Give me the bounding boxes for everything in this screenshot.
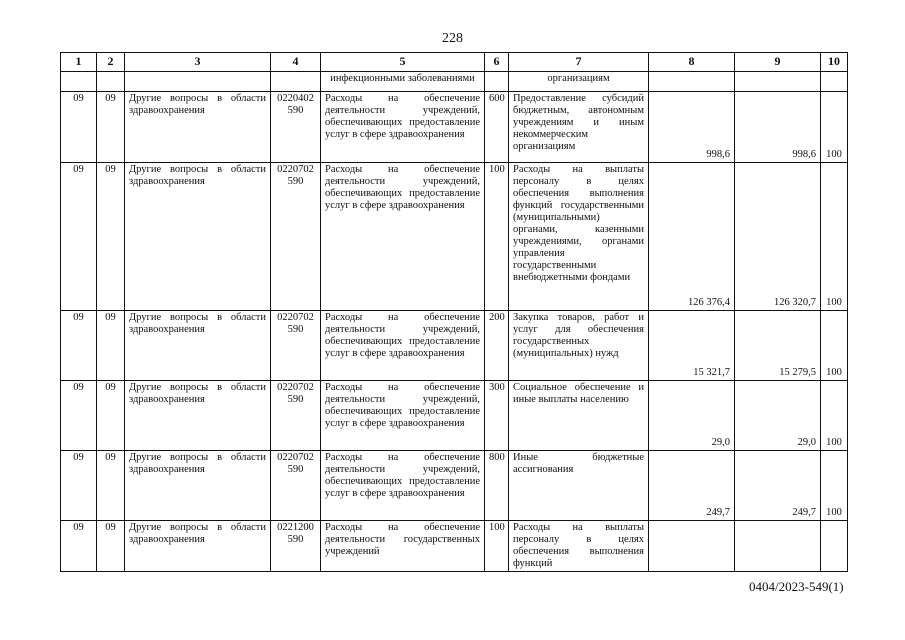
expense-type-code: 200 [485, 311, 509, 381]
target-article: 0220402 590 [271, 92, 321, 163]
document-code: 0404/2023-549(1) [749, 579, 844, 594]
section-name: Другие вопросы в области здравоохранения [125, 163, 271, 311]
table-row [61, 521, 848, 572]
execution-percent: 100 [821, 381, 848, 451]
article-description: Расходы на обеспечение деятельности учреждений, обеспечивающих предоставление услуг в сфере здравоохранения [321, 381, 485, 451]
table-row [61, 381, 848, 451]
article-description: Расходы на обеспечение деятельности учреждений, обеспечивающих предоставление услуг в сфере здравоохранения [321, 92, 485, 163]
execution-percent: 100 [821, 311, 848, 381]
table-row [61, 311, 848, 381]
execution-percent: 100 [821, 451, 848, 521]
table-row [61, 451, 848, 521]
section-name: Другие вопросы в области здравоохранения [125, 92, 271, 163]
section-code: 09 [61, 451, 97, 521]
target-article: 0220702 590 [271, 451, 321, 521]
planned-amount: 998,6 [649, 92, 735, 163]
expense-type-code: 800 [485, 451, 509, 521]
expense-type-name: Предоставление субсидий бюджетным, автономным учреждениям и иным некоммерческим организациям [509, 92, 649, 163]
expense-type-code: 600 [485, 92, 509, 163]
executed-amount: 29,0 [735, 381, 821, 451]
section-code: 09 [61, 163, 97, 311]
expense-type-name: Иные бюджетные ассигнования [509, 451, 649, 521]
subsection-code: 09 [97, 381, 125, 451]
expense-type-code: 100 [485, 521, 509, 572]
executed-amount: 15 279,5 [735, 311, 821, 381]
target-article: 0221200 590 [271, 521, 321, 572]
subsection-code: 09 [97, 311, 125, 381]
subsection-code: 09 [97, 163, 125, 311]
header-col-6: 6 [485, 53, 509, 72]
target-article: 0220702 590 [271, 163, 321, 311]
section-code: 09 [61, 521, 97, 572]
continuation-expense-type: организациям [509, 72, 649, 92]
header-col-7: 7 [509, 53, 649, 72]
article-description: Расходы на обеспечение деятельности учреждений, обеспечивающих предоставление услуг в сфере здравоохранения [321, 451, 485, 521]
expense-type-name: Социальное обеспечение и иные выплаты населению [509, 381, 649, 451]
header-col-1: 1 [61, 53, 97, 72]
section-code: 09 [61, 311, 97, 381]
page-number: 228 [442, 31, 463, 46]
article-description: Расходы на обеспечение деятельности учреждений, обеспечивающих предоставление услуг в сфере здравоохранения [321, 163, 485, 311]
subsection-code: 09 [97, 92, 125, 163]
subsection-code: 09 [97, 451, 125, 521]
execution-percent: 100 [821, 92, 848, 163]
header-col-3: 3 [125, 53, 271, 72]
executed-amount [735, 521, 821, 572]
expense-type-code: 300 [485, 381, 509, 451]
header-col-9: 9 [735, 53, 821, 72]
planned-amount: 29,0 [649, 381, 735, 451]
budget-table [60, 52, 848, 572]
expense-type-name: Расходы на выплаты персоналу в целях обеспечения выполнения функций [509, 521, 649, 572]
expense-type-name: Закупка товаров, работ и услуг для обеспечения государственных (муниципальных) нужд [509, 311, 649, 381]
executed-amount: 998,6 [735, 92, 821, 163]
section-name: Другие вопросы в области здравоохранения [125, 451, 271, 521]
section-name: Другие вопросы в области здравоохранения [125, 521, 271, 572]
header-row [61, 53, 848, 72]
executed-amount: 249,7 [735, 451, 821, 521]
planned-amount: 126 376,4 [649, 163, 735, 311]
article-description: Расходы на обеспечение деятельности учреждений, обеспечивающих предоставление услуг в сфере здравоохранения [321, 311, 485, 381]
article-description: Расходы на обеспечение деятельности государственных учреждений [321, 521, 485, 572]
header-col-2: 2 [97, 53, 125, 72]
planned-amount [649, 521, 735, 572]
header-col-8: 8 [649, 53, 735, 72]
section-code: 09 [61, 92, 97, 163]
section-name: Другие вопросы в области здравоохранения [125, 381, 271, 451]
planned-amount: 249,7 [649, 451, 735, 521]
planned-amount: 15 321,7 [649, 311, 735, 381]
table-row [61, 92, 848, 163]
subsection-code: 09 [97, 521, 125, 572]
header-col-10: 10 [821, 53, 848, 72]
table-row [61, 163, 848, 311]
execution-percent [821, 521, 848, 572]
section-name: Другие вопросы в области здравоохранения [125, 311, 271, 381]
executed-amount: 126 320,7 [735, 163, 821, 311]
header-col-4: 4 [271, 53, 321, 72]
target-article: 0220702 590 [271, 381, 321, 451]
continuation-description: инфекционными заболеваниями [321, 72, 485, 92]
expense-type-name: Расходы на выплаты персоналу в целях обеспечения выполнения функций государственными (муниципальными) органами, казенными учреждениями, органами управления государственными внебюджетными фондами [509, 163, 649, 311]
expense-type-code: 100 [485, 163, 509, 311]
header-col-5: 5 [321, 53, 485, 72]
execution-percent: 100 [821, 163, 848, 311]
continuation-row [61, 72, 848, 92]
section-code: 09 [61, 381, 97, 451]
target-article: 0220702 590 [271, 311, 321, 381]
